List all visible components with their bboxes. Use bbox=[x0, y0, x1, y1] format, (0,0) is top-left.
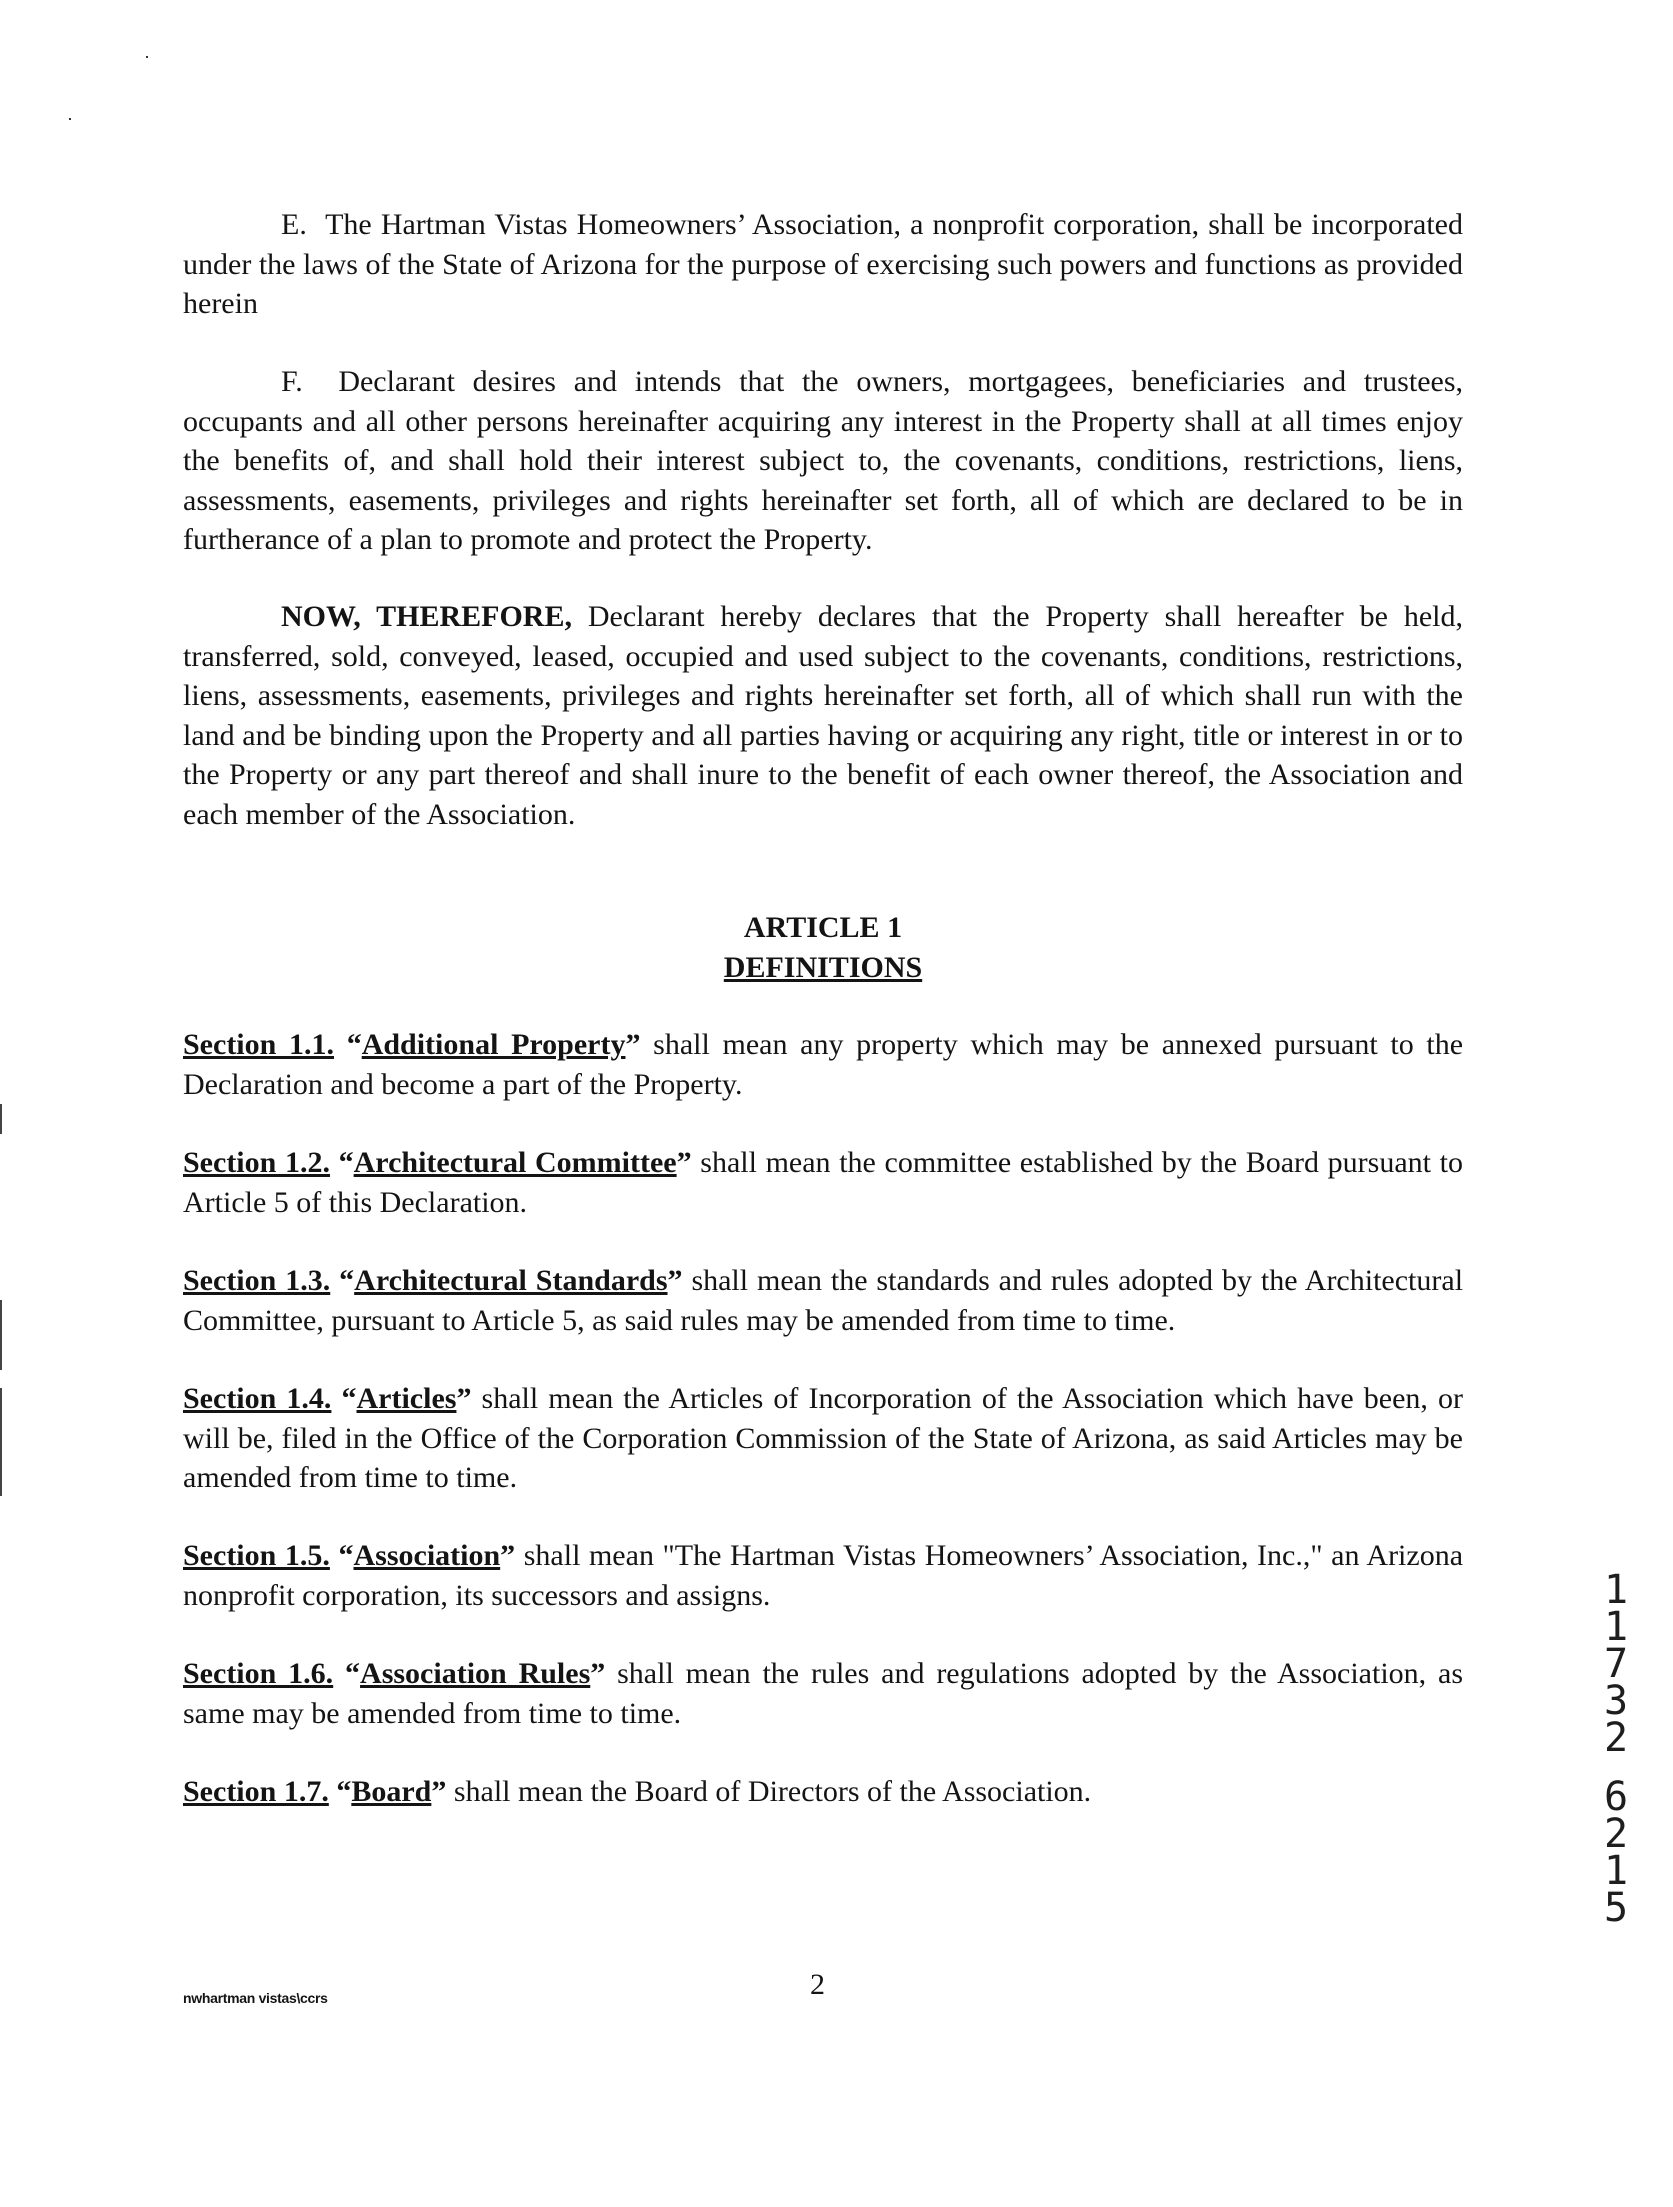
section-text: shall mean the committee established by the Board pursuant to Article 5 of this Declaration. bbox=[183, 1146, 1463, 1219]
paragraph-f bbox=[183, 362, 1463, 560]
section-term: Board bbox=[351, 1775, 432, 1808]
section-1-4: Section 1.4. “Articles” shall mean the Articles of Incorporation of the Association which have been, or will be, filed in the Office of the Corporation Commission of the State of Arizona, as said Articles may be amended from time to time. bbox=[183, 1382, 1463, 1494]
section-term: Architectural Standards bbox=[354, 1264, 668, 1297]
section-label: Section 1.5. bbox=[183, 1539, 330, 1572]
stamp-digit: 1 bbox=[1603, 1604, 1629, 1650]
section-text: shall mean the Board of Directors of the Association. bbox=[453, 1775, 1092, 1808]
page-number: 2 bbox=[810, 1968, 825, 2001]
section-label: Section 1.1. bbox=[183, 1028, 334, 1061]
section-label: Section 1.3. bbox=[183, 1264, 331, 1297]
section-text: shall mean any property which may be annexed pursuant to the Declaration and become a part of the Property. bbox=[183, 1028, 1464, 1101]
margin-mark bbox=[0, 1300, 2, 1370]
section-text: shall mean "The Hartman Vistas Homeowners’ Association, Inc.," an Arizona nonprofit corporation, its successors and assigns. bbox=[183, 1539, 1464, 1612]
footer-file-path: nwhartman vistas\ccrs bbox=[183, 1990, 328, 2006]
margin-mark bbox=[0, 1388, 2, 1496]
section-term: Architectural Committee bbox=[353, 1146, 677, 1179]
paragraph-lead: E. bbox=[281, 208, 307, 241]
section-label: Section 1.7. bbox=[183, 1775, 329, 1808]
paragraph-lead: NOW, THEREFORE, bbox=[281, 600, 572, 633]
section-term: Association bbox=[353, 1539, 501, 1572]
section-1-6: Section 1.6. “Association Rules” shall mean the rules and regulations adopted by the Association, as same may be amended from time to time. bbox=[183, 1657, 1464, 1730]
section-1-7: Section 1.7. “Board” shall mean the Board of Directors of the Association. bbox=[183, 1775, 1092, 1808]
stamp-digit: 5 bbox=[1603, 1885, 1629, 1931]
stamp-digit: 1 bbox=[1603, 1848, 1629, 1894]
section-text: shall mean the Articles of Incorporation of the Association which have been, or will be, filed in the Office of the Corporation Commission of the State of Arizona, as said Articles may be amended from time to time. bbox=[183, 1382, 1463, 1494]
article-title: DEFINITIONS bbox=[723, 950, 923, 984]
section-label: Section 1.4. bbox=[183, 1382, 332, 1415]
stamp-digit: 2 bbox=[1603, 1715, 1629, 1761]
scan-speck bbox=[146, 56, 148, 58]
paragraph-now-therefore bbox=[183, 597, 1463, 834]
recording-stamp bbox=[1592, 1567, 1640, 1931]
section-text: shall mean the standards and rules adopted by the Architectural Committee, pursuant to Article 5, as said rules may be amended from time to time. bbox=[183, 1264, 1464, 1337]
section-label: Section 1.6. bbox=[183, 1657, 334, 1690]
scan-speck bbox=[69, 118, 71, 120]
section-term: Articles bbox=[356, 1382, 457, 1415]
stamp-digit: 1 bbox=[1603, 1567, 1629, 1613]
stamp-digit: 2 bbox=[1603, 1811, 1629, 1857]
section-term: Association Rules bbox=[360, 1657, 591, 1690]
section-1-3: Section 1.3. “Architectural Standards” shall mean the standards and rules adopted by the Architectural Committee, pursuant to Article 5, as said rules may be amended from time to time. bbox=[183, 1264, 1464, 1337]
section-term: Additional Property bbox=[361, 1028, 626, 1061]
paragraph-text: Declarant desires and intends that the owners, mortgagees, beneficiaries and trustees, occupants and all other persons hereinafter acquiring any interest in the Property shall at all times enjoy the benefits of, and shall hold their interest subject to, the covenants, conditions, restrictions, liens, assessments, easements, privileges and rights hereinafter set forth, all of which are declared to be in furtherance of a plan to promote and protect the Property. bbox=[183, 365, 1464, 556]
stamp-digit: 7 bbox=[1603, 1641, 1629, 1687]
paragraph-lead: F. bbox=[281, 365, 303, 398]
article-number: ARTICLE 1 bbox=[743, 911, 903, 944]
section-label: Section 1.2. bbox=[183, 1146, 330, 1179]
section-1-1: Section 1.1. “Additional Property” shall mean any property which may be annexed pursuant to the Declaration and become a part of the Property. bbox=[183, 1028, 1464, 1101]
section-1-5: Section 1.5. “Association” shall mean "The Hartman Vistas Homeowners’ Association, Inc.," an Arizona nonprofit corporation, its successors and assigns. bbox=[183, 1539, 1464, 1612]
paragraph-e bbox=[183, 205, 1463, 324]
paragraph-text: Declarant hereby declares that the Property shall hereafter be held, transferred, sold, conveyed, leased, occupied and used subject to the covenants, conditions, restrictions, liens, assessments, easements, privileges and rights hereinafter set forth, all of which shall run with the land and be binding upon the Property and all parties having or acquiring any right, title or interest in or to the Property or any part thereof and shall inure to the benefit of each owner thereof, the Association and each member of the Association. bbox=[183, 600, 1463, 831]
stamp-digit: 6 bbox=[1603, 1774, 1629, 1820]
section-1-2: Section 1.2. “Architectural Committee” shall mean the committee established by the Board pursuant to Article 5 of this Declaration. bbox=[183, 1146, 1463, 1219]
article-heading bbox=[183, 908, 1463, 987]
paragraph-text: The Hartman Vistas Homeowners’ Association, a nonprofit corporation, shall be incorporated under the laws of the State of Arizona for the purpose of exercising such powers and functions as provided herein bbox=[183, 208, 1464, 320]
stamp-digit: 3 bbox=[1603, 1678, 1629, 1724]
margin-mark bbox=[0, 1104, 2, 1134]
section-text: shall mean the rules and regulations adopted by the Association, as same may be amended from time to time. bbox=[183, 1657, 1464, 1730]
